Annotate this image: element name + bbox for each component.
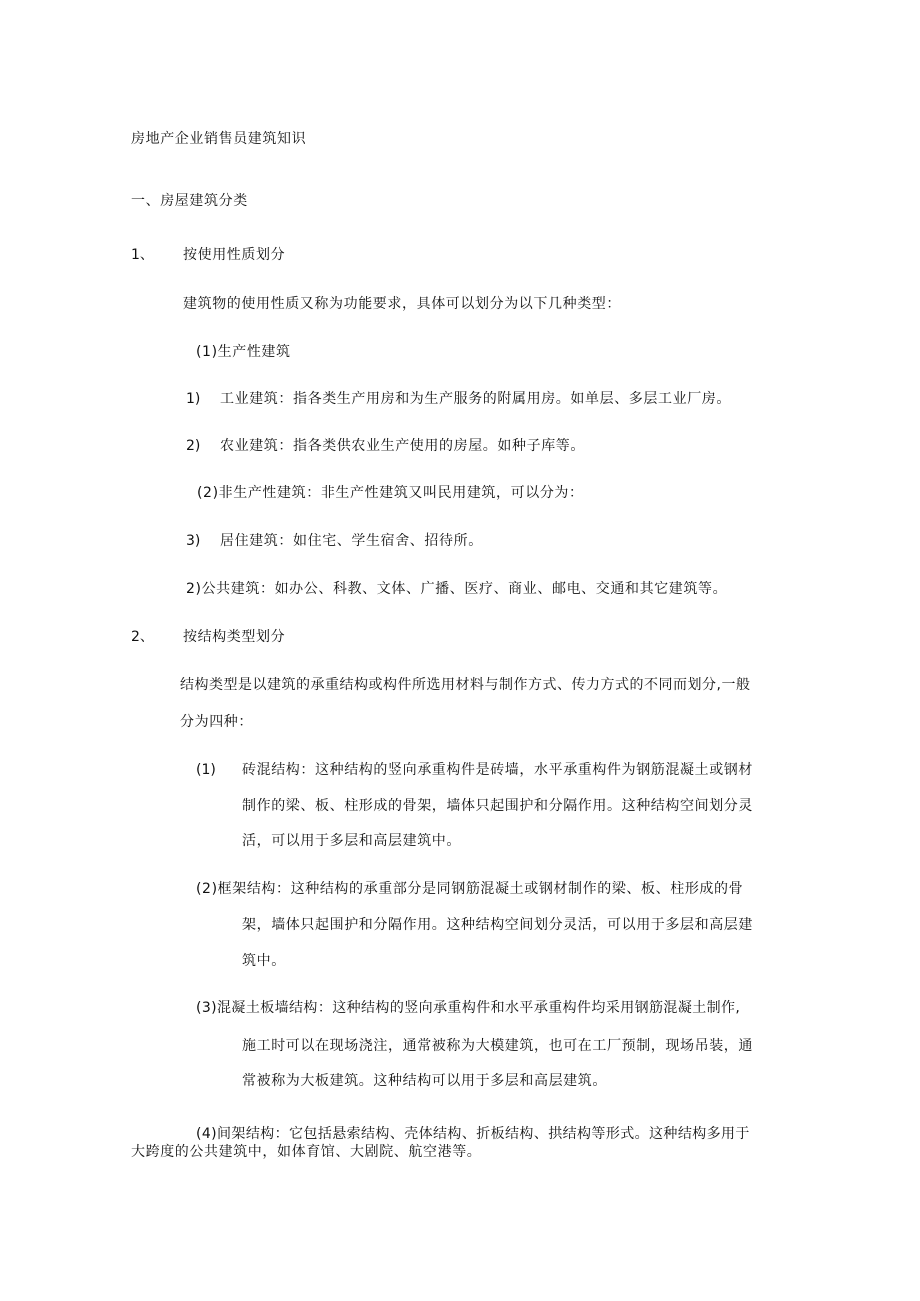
list-item: 工业建筑：指各类生产用房和为生产服务的附属用房。如单层、多层工业厂房。 — [220, 391, 731, 407]
item-title: 按结构类型划分 — [183, 629, 286, 645]
list-item: (3)混凝土板墙结构：这种结构的竖向承重构件和水平承重构件均采用钢筋混凝土制作, — [196, 1000, 741, 1016]
list-item: 砖混结构：这种结构的竖向承重构件是砖墙，水平承重构件为钢筋混凝土或钢材 — [242, 762, 753, 778]
item-number: 1、 — [131, 247, 154, 263]
document-title: 房地产企业销售员建筑知识 — [131, 131, 307, 147]
list-item-continuation: 常被称为大板建筑。这种结构可以用于多层和高层建筑。 — [242, 1073, 607, 1089]
section-heading: 一、房屋建筑分类 — [131, 193, 248, 209]
subheading: (2)非生产性建筑：非生产性建筑又叫民用建筑，可以分为： — [197, 485, 584, 501]
list-item-continuation: 筑中。 — [242, 953, 286, 969]
list-marker: 3) — [186, 533, 201, 549]
paragraph: 分为四种： — [180, 714, 253, 730]
list-marker: 1) — [186, 391, 201, 407]
list-item-continuation: 架，墙体只起围护和分隔作用。这种结构空间划分灵活，可以用于多层和高层建 — [242, 917, 753, 933]
list-marker: (1) — [196, 762, 216, 778]
list-item: (2)框架结构：这种结构的承重部分是同钢筋混凝土或钢材制作的梁、板、柱形成的骨 — [196, 881, 744, 897]
item-title: 按使用性质划分 — [183, 247, 286, 263]
paragraph: 建筑物的使用性质又称为功能要求，具体可以划分为以下几种类型： — [183, 296, 621, 312]
list-marker: 2) — [186, 438, 201, 454]
list-item: 居住建筑：如住宅、学生宿舍、招待所。 — [220, 533, 483, 549]
list-item: 2)公共建筑：如办公、科教、文体、广播、医疗、商业、邮电、交通和其它建筑等。 — [186, 581, 728, 597]
paragraph: 结构类型是以建筑的承重结构或构件所选用材料与制作方式、传力方式的不同而划分,一般 — [180, 677, 751, 693]
list-item: (4)间架结构：它包括悬索结构、壳体结构、折板结构、拱结构等形式。这种结构多用于 — [196, 1126, 750, 1142]
subheading: (1)生产性建筑 — [196, 344, 291, 360]
list-item: 农业建筑：指各类供农业生产使用的房屋。如种子库等。 — [220, 438, 585, 454]
list-item-continuation: 活，可以用于多层和高层建筑中。 — [242, 833, 461, 849]
list-item-continuation: 施工时可以在现场浇注，通常被称为大模建筑，也可在工厂预制，现场吊装，通 — [242, 1038, 753, 1054]
list-item-continuation: 大跨度的公共建筑中，如体育馆、大剧院、航空港等。 — [131, 1144, 482, 1160]
list-item-continuation: 制作的梁、板、柱形成的骨架，墙体只起围护和分隔作用。这种结构空间划分灵 — [242, 798, 753, 814]
item-number: 2、 — [131, 629, 154, 645]
